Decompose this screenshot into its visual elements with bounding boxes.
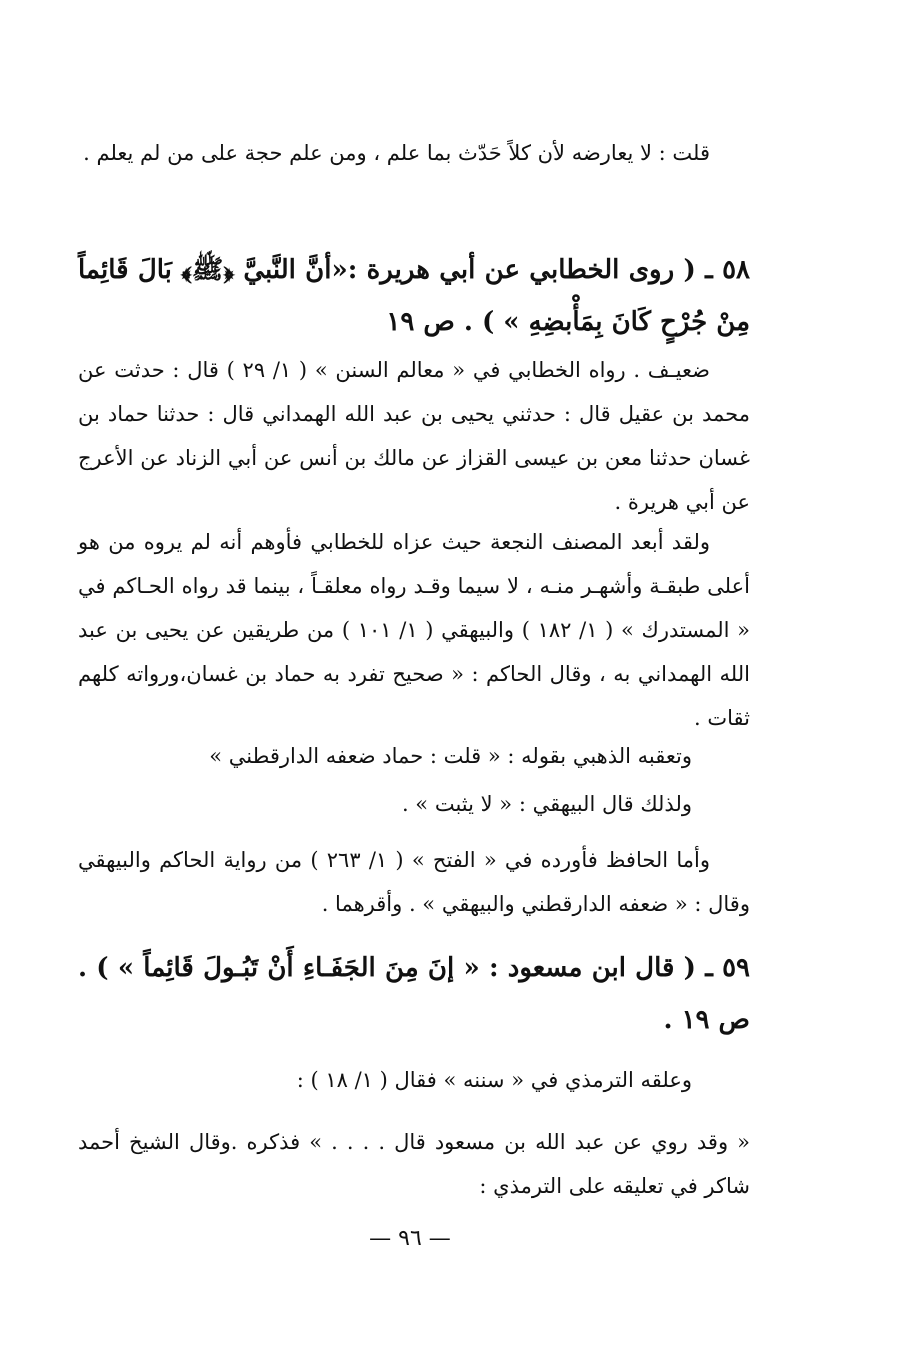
paragraph-tirmidhi: وعلقه الترمذي في « سننه » فقال ( ١/ ١٨ ) :: [296, 1068, 692, 1092]
paragraph-dhahabi: وتعقبه الذهبي بقوله : « قلت : حماد ضعفه الدارقطني »: [209, 744, 692, 768]
paragraph-takhrij-58: ضعيـف . رواه الخطابي في « معالم السنن » ( ١/ ٢٩ ) قال : حدثت عن محمد بن عقيل قال : حدثني يحيى بن عبد الله الهمداني قال : حدثنا حماد بن غسان حدثنا معن بن عيسى القزاز عن مالك بن أنس عن أبي الزناد عن الأعرج عن أبي هريرة .: [78, 358, 750, 514]
heading-hadith-58: ٥٨ ـ ( روى الخطابي عن أبي هريرة :«أنَّ النَّبيَّ ﴿ﷺ﴾ بَالَ قَائِماً مِنْ جُرْحٍ كَانَ بِمَأْبضِهِ » ) . ص ١٩: [78, 255, 750, 337]
paragraph-reply: قلت : لا يعارضه لأن كلاً حَدّث بما علم ، ومن علم حجة على من لم يعلم .: [83, 141, 710, 165]
page-number: — ٩٦ —: [369, 1226, 451, 1251]
paragraph-bayhaqi: ولذلك قال البيهقي : « لا يثبت » .: [401, 792, 692, 816]
paragraph-shakir: « وقد روي عن عبد الله بن مسعود قال . . . . » فذكره .وقال الشيخ أحمد شاكر في تعليقه على الترمذي :: [78, 1130, 750, 1198]
heading-hadith-59: ٥٩ ـ ( قال ابن مسعود : « إنَ مِنَ الجَفَـاءِ أَنْ تَبُـولَ قَائِماً » ) . ص ١٩ .: [78, 953, 750, 1035]
paragraph-hafiz: وأما الحافظ فأورده في « الفتح » ( ١/ ٢٦٣ ) من رواية الحاكم والبيهقي وقال : « ضعفه الدارقطني والبيهقي » . وأقرهما .: [78, 848, 750, 916]
paragraph-critique: ولقد أبعد المصنف النجعة حيث عزاه للخطابي فأوهم أنه لم يروه من هو أعلى طبقـة وأشهـر منـه ، لا سيما وقـد رواه معلقـاً ، بينما قد رواه الحـاكم في « المستدرك » ( ١/ ١٨٢ ) والبيهقي ( ١/ ١٠١ ) من طريقين عن يحيى بن عبد الله الهمداني به ، وقال الحاكم : « صحيح تفرد به حماد بن غسان،ورواته كلهم ثقات .: [78, 530, 750, 730]
